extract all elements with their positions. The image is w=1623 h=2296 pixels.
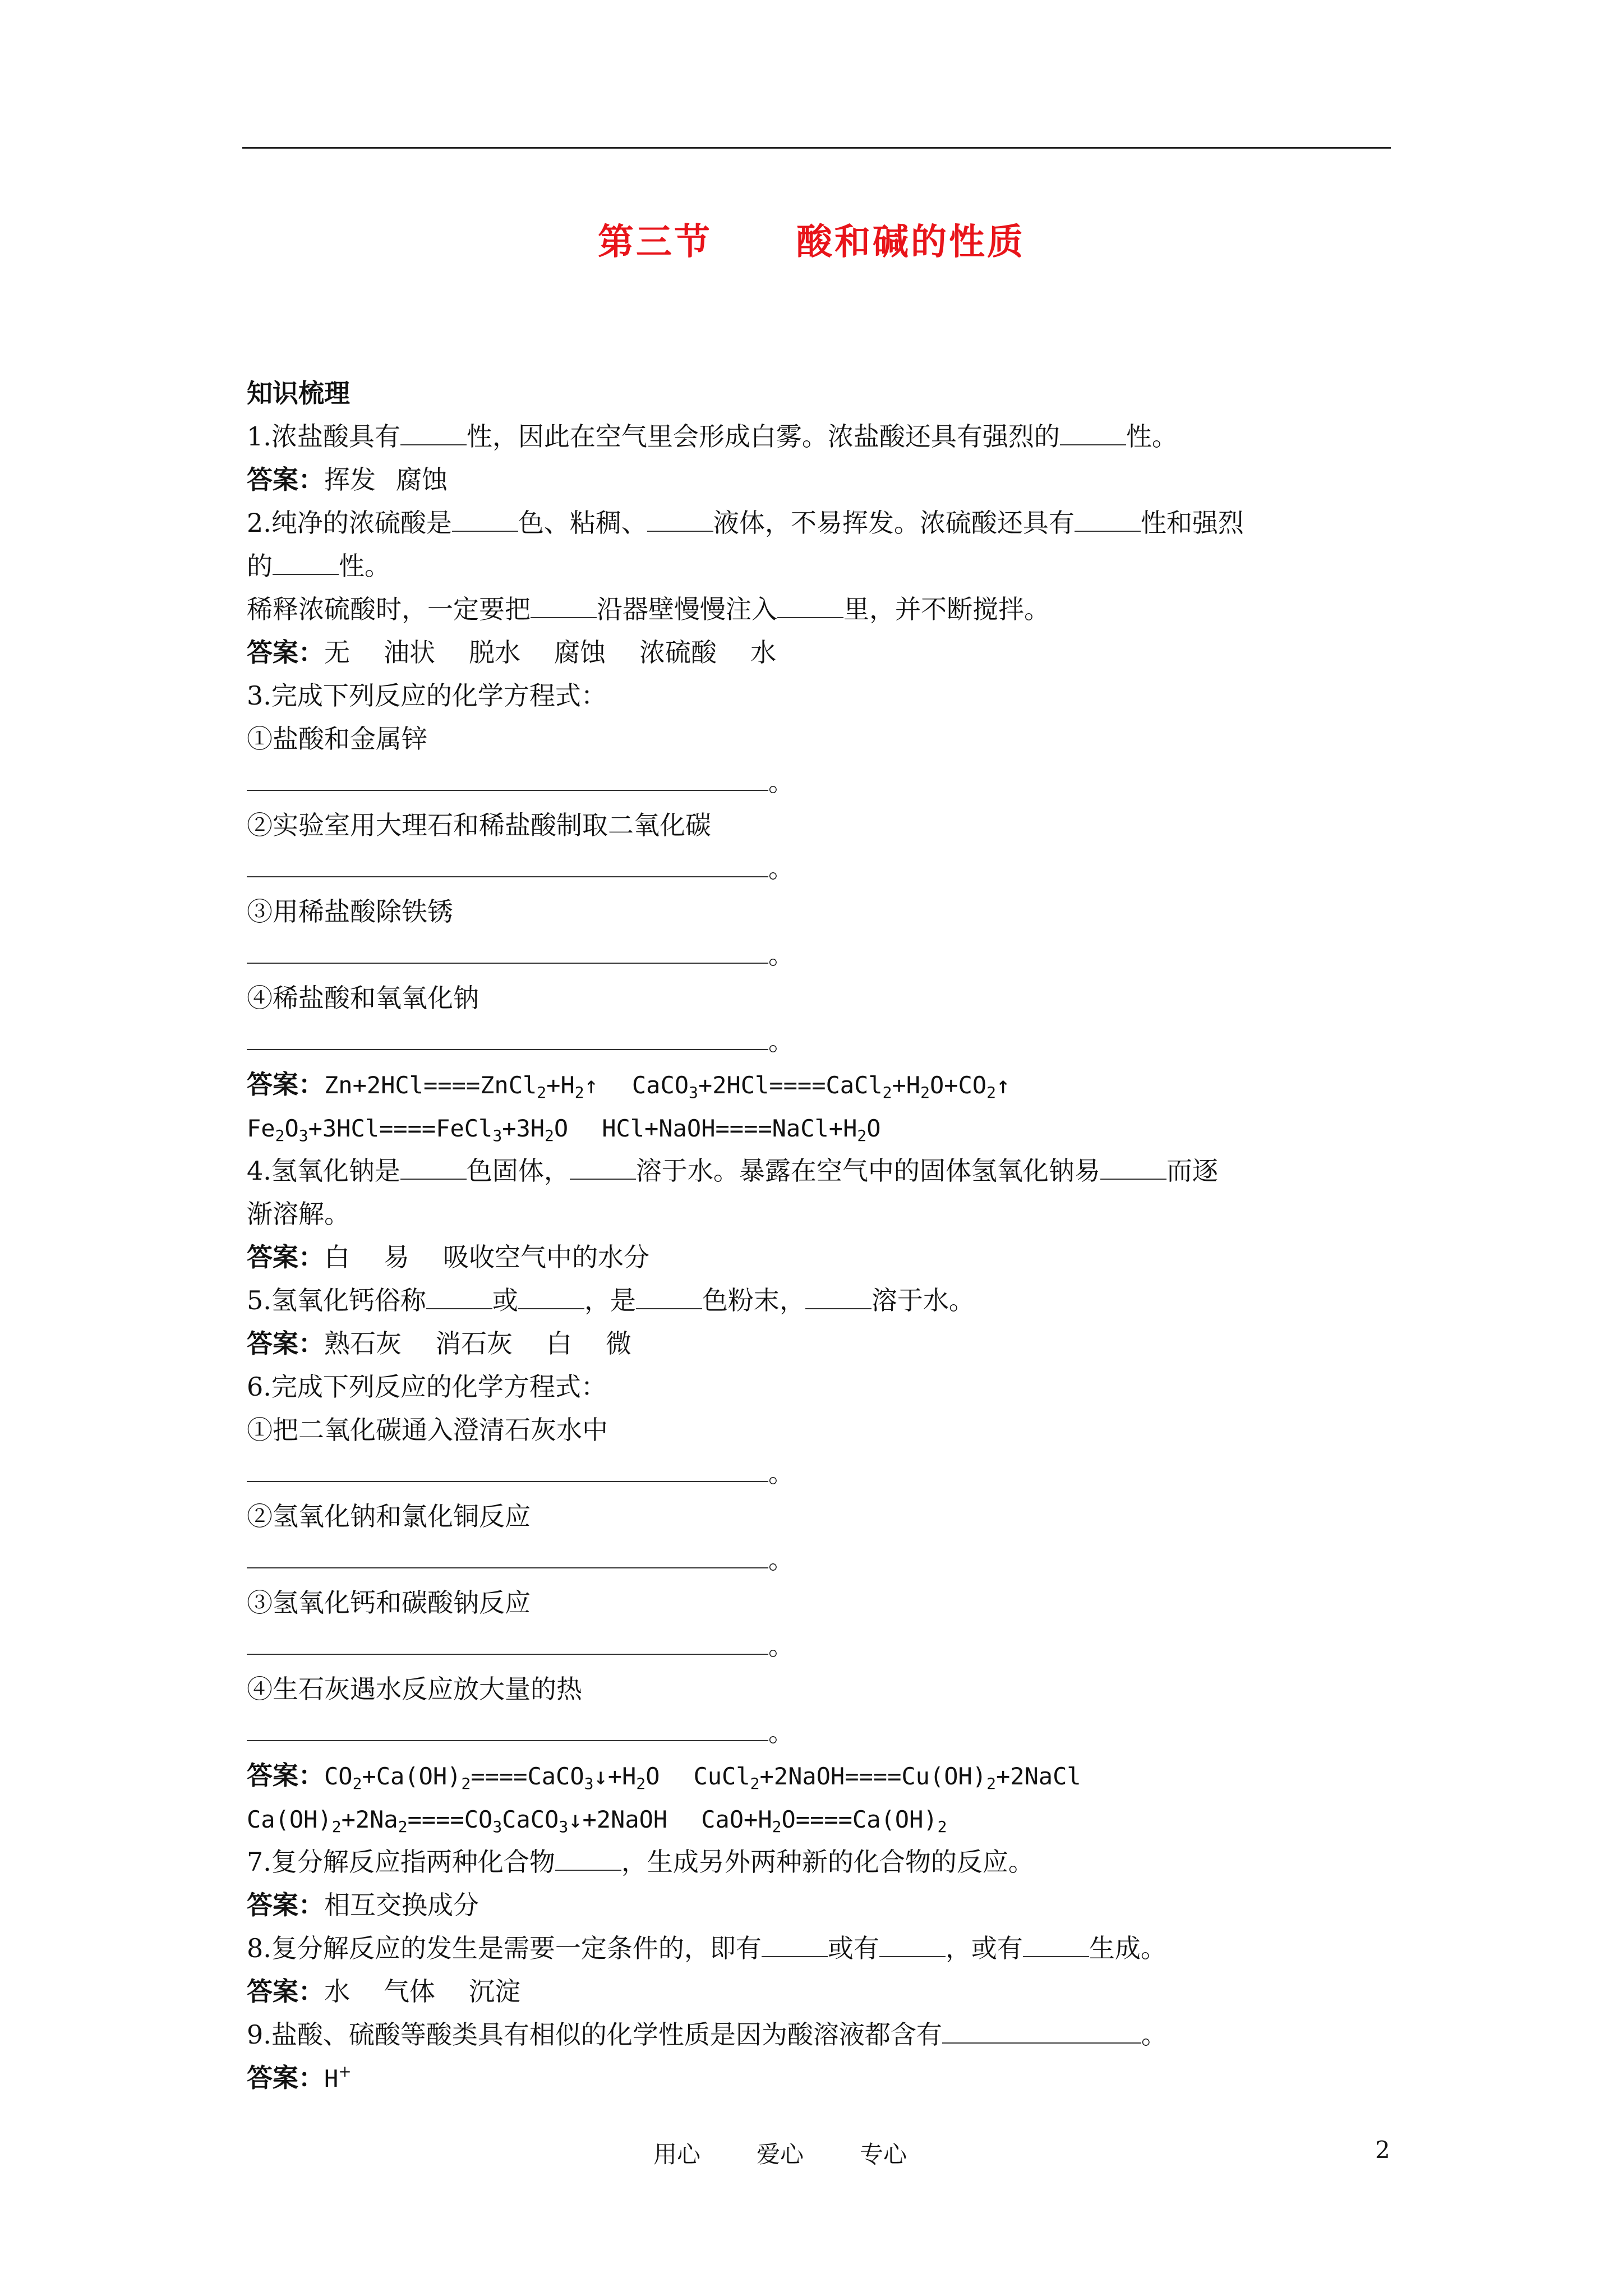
equation-1: $Zn+2HCl====ZnCl_2+H_2↑$ (324, 1071, 598, 1102)
equation-2: $CuCl_2+2NaOH====Cu(OH)_2+2NaCl$ (693, 1763, 1081, 1793)
fill-blank (1075, 506, 1141, 532)
answer-3: 答案：$Zn+2HCl====ZnCl_2+H_2↑$ $CaCO_3+2HCl====CaCl_2+H_2O+CO_2↑$ (247, 1069, 1011, 1102)
answer-5: 答案：熟石灰 消石灰 白 微 (247, 1328, 631, 1359)
equation-1: $CO_2+Ca(OH)_2====CaCO_3↓+H_2O$ (324, 1763, 660, 1793)
equation-3: $Fe_2O_3+3HCl====FeCl_3+3H_2O$ (247, 1115, 569, 1145)
question-2: 2.纯净的浓硫酸是 色、粘稠、 液体，不易挥发。浓硫酸还具有 性和强烈 (247, 501, 1396, 545)
answer-line: 。 (247, 847, 1396, 890)
fill-blank (805, 1283, 872, 1309)
fill-blank (452, 506, 518, 532)
section-heading: 知识梳理 (247, 378, 350, 408)
fill-blank (777, 592, 843, 618)
page-number: 2 (1375, 2136, 1390, 2164)
fill-blank (570, 1154, 636, 1180)
fill-blank (426, 1283, 492, 1309)
answer-line: 。 (247, 1020, 1396, 1063)
fill-blank (273, 549, 339, 575)
document-body (247, 372, 1396, 2100)
equation-4: $HCl+NaOH====NaCl+H_2O$ (602, 1115, 881, 1145)
fill-blank (879, 1931, 946, 1957)
answer-2: 答案：无 油状 脱水 腐蚀 浓硫酸 水 (247, 637, 776, 668)
page-title (0, 213, 1623, 265)
title-section-number: 第三节 (598, 222, 712, 263)
question-3-item-2: ②实验室用大理石和稀盐酸制取二氧化碳 (247, 810, 711, 840)
fill-blank (1023, 1931, 1089, 1957)
fill-blank (400, 1154, 467, 1180)
fill-blank (247, 1456, 768, 1482)
question-3-item-1: ①盐酸和金属锌 (247, 724, 427, 754)
fill-blank (247, 1024, 768, 1050)
fill-blank (518, 1283, 584, 1309)
answer-line: 。 (247, 761, 1396, 804)
answer-8: 答案：水 气体 沉淀 (247, 1976, 520, 2007)
question-6: 6.完成下列反应的化学方程式： (247, 1372, 607, 1402)
fill-blank (636, 1283, 702, 1309)
question-5: 5.氢氧化钙俗称 或 ，是 色粉末， 溶于水。 (247, 1279, 1396, 1322)
question-9: 9.盐酸、硫酸等酸类具有相似的化学性质是因为酸溶液都含有 。 (247, 2013, 1396, 2056)
fill-blank (647, 506, 713, 532)
answer-7: 答案：相互交换成分 (247, 1890, 479, 1920)
question-2-cont: 的 性。 (247, 545, 1396, 588)
question-3-item-3: ③用稀盐酸除铁锈 (247, 896, 453, 927)
question-2-dilution: 稀释浓硫酸时，一定要把 沿器壁慢慢注入 里，并不断搅拌。 (247, 588, 1396, 631)
fill-blank (1100, 1154, 1166, 1180)
fill-blank (247, 765, 768, 791)
fill-blank (247, 1715, 768, 1741)
question-1: 1.浓盐酸具有 性，因此在空气里会形成白雾。浓盐酸还具有强烈的 性。 (247, 415, 1396, 458)
fill-blank (247, 1629, 768, 1655)
fill-blank (400, 420, 467, 445)
answer-line: 。 (247, 1538, 1396, 1581)
answer-line: 。 (247, 1625, 1396, 1668)
fill-blank (247, 938, 768, 964)
title-topic: 酸和碱的性质 (796, 222, 1025, 263)
question-7: 7.复分解反应指两种化合物 ，生成另外两种新的化合物的反应。 (247, 1841, 1396, 1884)
answer-6: 答案：$CO_2+Ca(OH)_2====CaCO_3↓+H_2O$ $CuCl_2+2NaOH====Cu(OH)_2+2NaCl$ (247, 1760, 1081, 1793)
question-6-item-2: ②氢氧化钠和氯化铜反应 (247, 1501, 531, 1531)
fill-blank (1060, 420, 1126, 445)
footer-motto: 用心 爱心 专心 (653, 2141, 907, 2168)
equation-2: $CaCO_3+2HCl====CaCl_2+H_2O+CO_2↑$ (631, 1071, 1011, 1102)
fill-blank (531, 592, 597, 618)
question-4-cont: 渐溶解。 (247, 1199, 350, 1229)
question-3: 3.完成下列反应的化学方程式： (247, 680, 607, 711)
fill-blank (762, 1931, 828, 1957)
fill-blank (555, 1845, 621, 1871)
answer-line: 。 (247, 1452, 1396, 1495)
fill-blank (247, 852, 768, 877)
question-3-item-4: ④稀盐酸和氧氧化钠 (247, 983, 479, 1013)
answer-line: 。 (247, 1711, 1396, 1754)
question-8: 8.复分解反应的发生是需要一定条件的，即有 或有 ，或有 生成。 (247, 1927, 1396, 1970)
equation-4: $CaO+H_2O====Ca(OH)_2$ (701, 1806, 947, 1836)
answer-4: 答案：白 易 吸收空气中的水分 (247, 1242, 649, 1272)
answer-3-cont (247, 1106, 1396, 1149)
header-rule (242, 147, 1391, 149)
equation-3: $Ca(OH)_2+2Na_2====CO_3CaCO_3↓+2NaOH$ (247, 1806, 668, 1836)
answer-line: 。 (247, 933, 1396, 977)
question-6-item-4: ④生石灰遇水反应放大量的热 (247, 1674, 582, 1704)
question-4: 4.氢氧化钠是 色固体， 溶于水。暴露在空气中的固体氢氧化钠易 而逐 (247, 1149, 1396, 1193)
answer-6-cont (247, 1797, 1396, 1841)
fill-blank (942, 2018, 1141, 2044)
fill-blank (247, 1543, 768, 1568)
answer-1: 答案：挥发 腐蚀 (247, 464, 448, 495)
question-6-item-3: ③氢氧化钙和碳酸钠反应 (247, 1588, 531, 1618)
answer-9: 答案：H+ (247, 2062, 352, 2093)
question-6-item-1: ①把二氧化碳通入澄清石灰水中 (247, 1415, 608, 1445)
